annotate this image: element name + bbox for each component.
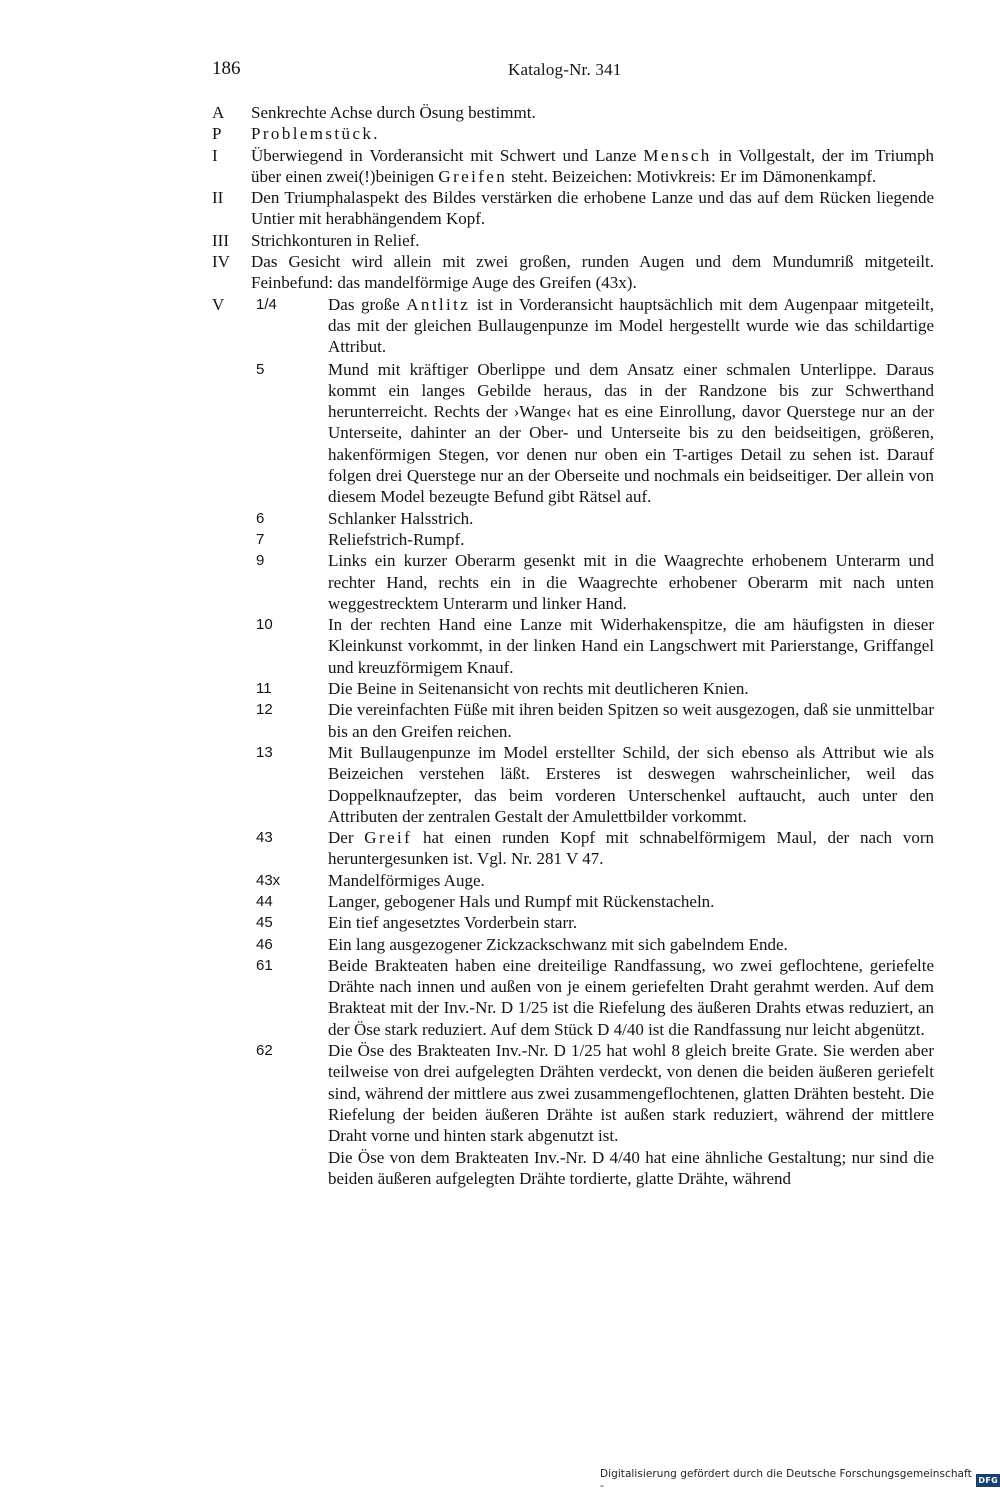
entry-text: Den Triumphalaspekt des Bildes verstärken die erhobene Lanze und das auf dem Rücken liegende Untier mit herabhängendem Kopf. [251, 188, 934, 229]
text-run: in Vollgestalt, der im Triumph über einen zwei(!)beinigen [251, 145, 934, 186]
running-head: Katalog-Nr. 341 [508, 60, 622, 79]
detail-item [256, 678, 934, 699]
detail-number: 12 [256, 701, 273, 719]
detail-text: Mund mit kräftiger Oberlippe und dem Ansatz einer schmalen Unterlippe. Daraus kommt ein langes Gebilde heraus, das in der Randzone bis zur Schwerthand herunterreicht. Rechts der ›Wange‹ hat es eine Einrollung, davor Querstege nur an der Unterseite, dahinter an der Ober- und Unterseite bis zu den beidseitigen, größeren, hakenförmigen Stegen, vor denen nur oben ein T-artiges Detail zu sehen ist. Darauf folgen drei Querstege nur an der Oberseite und nochmals ein beidseitiger. Der allein von diesem Model bezeugte Befund gibt Rätsel auf. [328, 359, 934, 507]
text-run: Das große [328, 294, 407, 314]
dfg-logo-icon: DFG [978, 1475, 998, 1485]
detail-item [256, 912, 934, 933]
detail-text: Die Öse des Brakteaten Inv.-Nr. D 1/25 hat wohl 8 gleich breite Grate. Sie werden aber teilweise von drei aufgelegten Drähten verdeckt, von denen die beiden äußeren geriefelt sind, während der mittlere aus zwei zusammengeflochtenen, glatten Drähten besteht. Die Riefelung der beiden äußeren Drähte ist außen stark reduziert, während der mittlere Draht vorne und hinten stark abgenutzt ist. [328, 1041, 934, 1146]
text-run: steht. Beizeichen: Motivkreis: Er im Dämonenkampf. [507, 166, 877, 186]
spaced-term: Antlitz [406, 294, 471, 314]
text-run: Überwiegend in Vorderansicht mit Schwert und Lanze [251, 145, 644, 165]
detail-text: Mandelförmiges Auge. [328, 870, 485, 890]
detail-text: Links ein kurzer Oberarm gesenkt mit in die Waagrechte erhobenem Unterarm und rechter Hand, rechts ein in die Waagrechte erhobener Oberarm mit nach unten weggestrecktem Unterarm und linker Hand. [328, 551, 934, 613]
detail-item [256, 508, 934, 529]
detail-item [256, 827, 934, 870]
detail-item [256, 614, 934, 678]
entry-text: Problemstück. [251, 124, 380, 144]
entry-text: Das Gesicht wird allein mit zwei großen, runden Augen und dem Mundumriß mitgeteilt. Feinbefund: das mandelförmige Auge des Greifen (43x). [251, 252, 934, 293]
detail-number: 43x [256, 871, 281, 889]
detail-number: 1/4 [256, 295, 277, 313]
entry-code: III [212, 230, 229, 250]
spaced-term: Greif [364, 828, 413, 848]
detail-item [256, 955, 934, 1040]
detail-item [256, 742, 934, 827]
text-run: Der [328, 828, 365, 848]
entry-iii [212, 230, 934, 251]
detail-text: Langer, gebogener Hals und Rumpf mit Rückenstacheln. [328, 891, 715, 911]
detail-item [256, 294, 934, 358]
detail-number: 44 [256, 892, 273, 910]
digitization-credit-text: Digitalisierung gefördert durch die Deutsche Forschungsgemeinschaft - [600, 1468, 972, 1492]
entry-code: I [212, 145, 218, 165]
detail-item [256, 699, 934, 742]
detail-number: 43 [256, 829, 273, 847]
detail-item [256, 891, 934, 912]
detail-number: 6 [256, 509, 265, 527]
entry-code: V [212, 294, 225, 314]
entry-code: IV [212, 252, 230, 272]
detail-text [328, 827, 934, 870]
detail-item [256, 550, 934, 614]
text-run: ist in Vorderansicht hauptsächlich mit dem Augenpaar mitgeteilt, das mit der gleichen Bullaugenpunze im Model hergestellt wurde wie das schildartige Attribut. [328, 294, 934, 357]
detail-item [256, 1040, 934, 1146]
detail-list [256, 294, 934, 1189]
spaced-term: Greifen [438, 166, 508, 186]
detail-number: 45 [256, 914, 273, 932]
entry-code: A [212, 103, 225, 122]
digitization-credit [600, 1468, 1000, 1492]
page-number: 186 [212, 58, 241, 79]
entry-code: P [212, 124, 222, 144]
detail-text: Ein tief angesetztes Vorderbein starr. [328, 913, 578, 933]
detail-text: Schlanker Halsstrich. [328, 508, 474, 528]
detail-item [256, 359, 934, 508]
catalog-entry-body [212, 102, 934, 1189]
detail-number: 5 [256, 360, 265, 378]
text-run: hat einen runden Kopf mit schnabelförmigem Maul, der nach vorn heruntergesunken ist. Vgl. Nr. 281 V 47. [328, 828, 934, 869]
entry-i [212, 145, 934, 188]
detail-item [256, 529, 934, 550]
detail-number: 46 [256, 935, 273, 953]
detail-item [256, 870, 934, 891]
entry-ii [212, 187, 934, 230]
detail-text: Mit Bullaugenpunze im Model erstellter Schild, der sich ebenso als Attribut wie als Beizeichen verstehen läßt. Ersteres ist deswegen wahrscheinlicher, weil das Doppelknaufzepter, das beim vorderen Unterschenkel auftaucht, auch unter den Attributen der zentralen Gestalt der Amulettbilder vorkommt. [328, 742, 934, 826]
detail-number: 13 [256, 743, 273, 761]
entry-v [212, 294, 934, 1189]
entry-p [212, 123, 934, 144]
spaced-term: Mensch [643, 145, 712, 165]
entry-text: Senkrechte Achse durch Ösung bestimmt. [251, 103, 536, 122]
detail-text: Die Beine in Seitenansicht von rechts mit deutlicheren Knien. [328, 679, 749, 699]
detail-number: 61 [256, 956, 273, 974]
entry-code: II [212, 188, 224, 208]
detail-text: Ein lang ausgezogener Zickzackschwanz mit sich gabelndem Ende. [328, 934, 788, 954]
detail-text: In der rechten Hand eine Lanze mit Widerhakenspitze, die am häufigsten in dieser Kleinkunst vorkommt, in der linken Hand ein Langschwert mit Parierstange, Griffangel und kreuzförmigem Knauf. [328, 615, 934, 677]
detail-number: 9 [256, 552, 265, 570]
detail-text: Die Öse von dem Brakteaten Inv.-Nr. D 4/40 hat eine ähnliche Gestaltung; nur sind die beiden äußeren aufgelegten Drähte tordierte, glatte Drähte, während [328, 1147, 934, 1188]
detail-text [328, 294, 934, 358]
detail-text: Reliefstrich-Rumpf. [328, 529, 465, 549]
entry-text [251, 145, 934, 188]
entry-text: Strichkonturen in Relief. [251, 230, 420, 250]
entry-a [212, 102, 934, 123]
detail-number: 10 [256, 616, 273, 634]
detail-item [256, 934, 934, 955]
entry-iv [212, 251, 934, 294]
detail-number: 7 [256, 530, 265, 548]
detail-item [256, 1147, 934, 1190]
detail-text: Beide Brakteaten haben eine dreiteilige Randfassung, wo zwei geflochtene, geriefelte Drähte nach innen und außen von je einem geriefelten Draht gerahmt werden. Auf dem Brakteat mit der Inv.-Nr. D 1/25 ist die Riefelung des äußeren Drahts etwas reduziert, an der Öse stark reduziert. Auf dem Stück D 4/40 ist die Randfassung nur leicht abgenützt. [328, 955, 934, 1039]
detail-number: 11 [256, 680, 272, 698]
detail-number: 62 [256, 1042, 273, 1060]
detail-text: Die vereinfachten Füße mit ihren beiden Spitzen so weit ausgezogen, daß sie unmittelbar bis an den Greifen reichen. [328, 700, 934, 741]
